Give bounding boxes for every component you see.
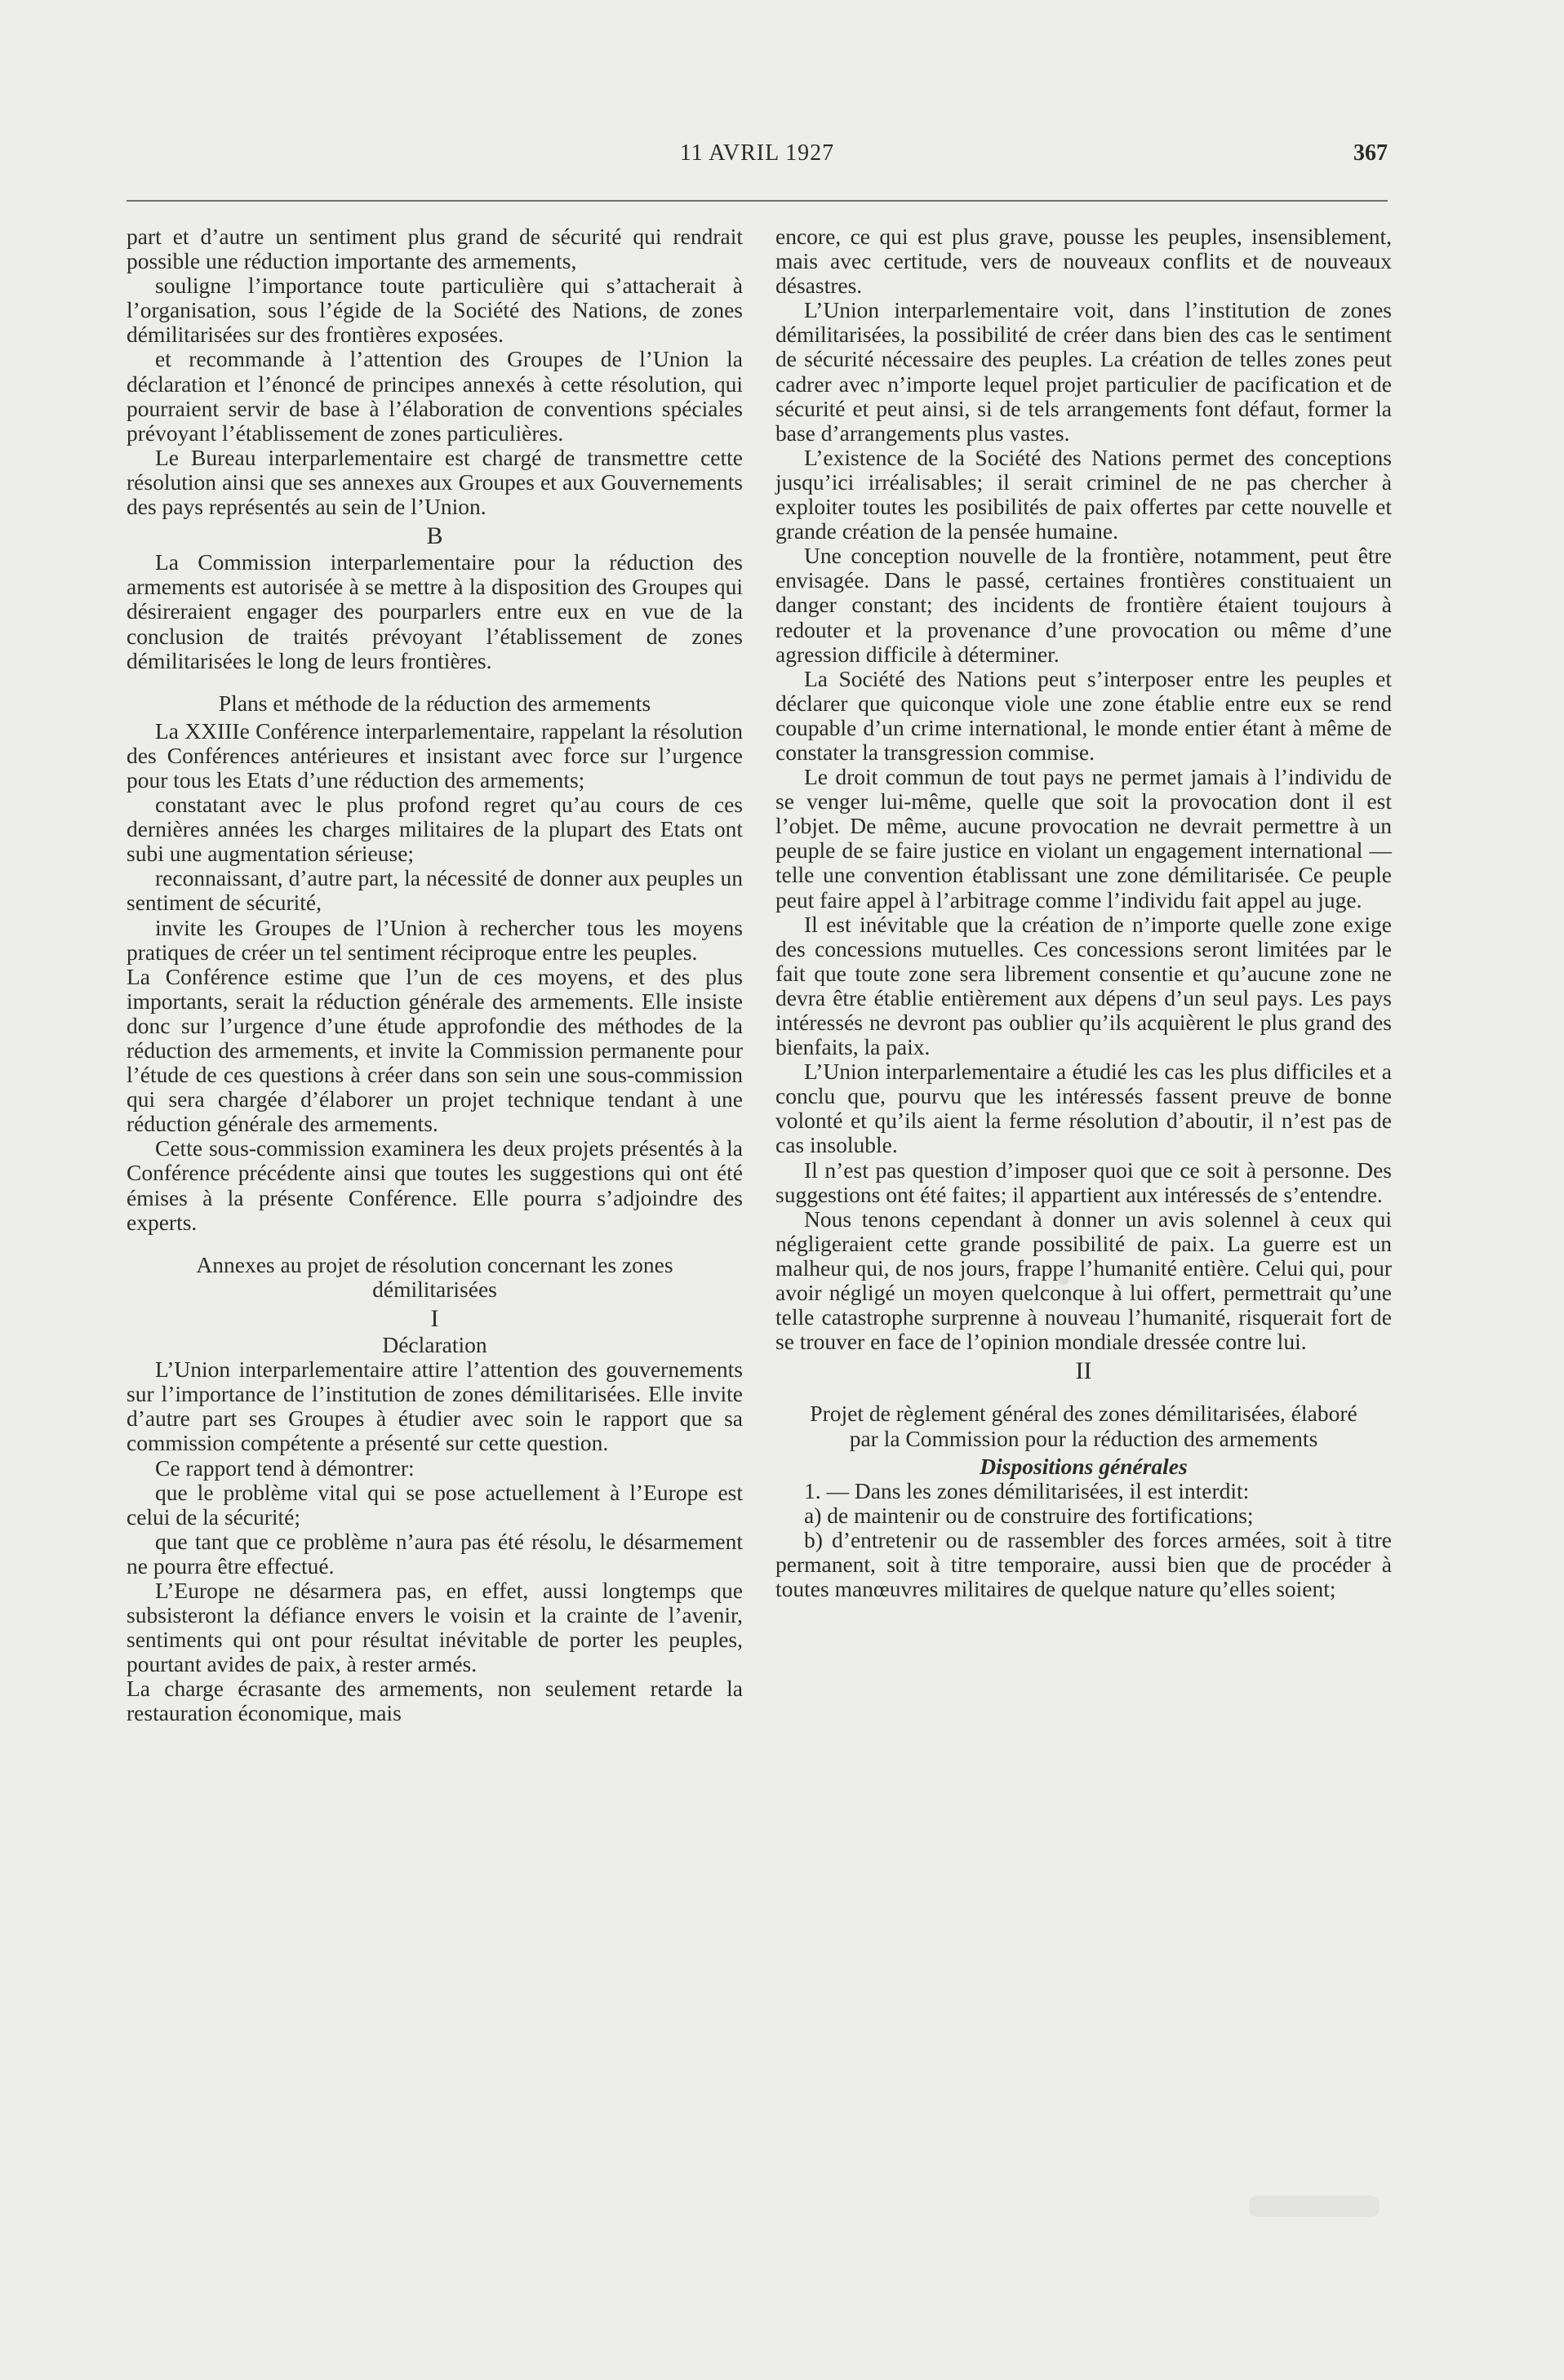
paragraph: constatant avec le plus profond regret qu’au cours de ces dernières années les charges militaires de la plupart des Etats ont subi une augmentation sérieuse; bbox=[127, 792, 743, 867]
section-numeral: I bbox=[430, 1304, 439, 1332]
paragraph: La Société des Nations peut s’interposer entre les peuples et déclarer que quiconque viole une zone établie entre eux se rend coupable d’un crime international, le monde entier étant à même de constater la transgression commise. bbox=[775, 665, 1392, 765]
paragraph: L’Union interparlementaire voit, dans l’institution de zones démilitarisées, la possibilité de créer dans bien des cas le sentiment de sécurité nécessaire des peuples. La création de telles zones peut cadrer avec n’importe lequel projet particulier de pacification et de sécurité et peut ainsi, si de tels arrangements font défaut, former la base d’arrangements plus vastes. bbox=[775, 297, 1392, 446]
paragraph: La charge écrasante des armements, non seulement retarde la restauration économique, mais bbox=[127, 1676, 743, 1726]
paragraph: Cette sous-commission examinera les deux projets présentés à la Conférence précédente ainsi que toutes les suggestions qui ont été émises à la présente Conférence. Elle pourra s’adjoindre des experts. bbox=[127, 1135, 743, 1235]
paragraph: L’Union interparlementaire attire l’attention des gouvernements sur l’importance de l’institution de zones démilitarisées. Elle invite d’autre part ses Groupes à étudier avec soin le rapport que sa commission compétente a présenté sur cette question. bbox=[127, 1357, 743, 1456]
paragraph: L’Europe ne désarmera pas, en effet, aussi longtemps que subsisteront la défiance envers le voisin et la crainte de l’avenir, sentiments qui ont pour résultat inévitable de porter les peuples, pourtant avides de paix, à rester armés. bbox=[127, 1577, 743, 1677]
italic-subheading: Dispositions générales bbox=[980, 1453, 1188, 1479]
header-date: 11 AVRIL 1927 bbox=[679, 140, 835, 166]
faded-stamp bbox=[1249, 2196, 1380, 2217]
paragraph: part et d’autre un sentiment plus grand de sécurité qui rendrait possible une réduction importante des armements, bbox=[127, 224, 743, 274]
paragraph: que le problème vital qui se pose actuellement à l’Europe est celui de la sécurité; bbox=[127, 1479, 743, 1530]
section-numeral: II bbox=[1075, 1357, 1092, 1385]
paragraph: b) d’entretenir ou de rassembler des forces armées, soit à titre permanent, soit à titre temporaire, aussi bien que de procéder à toutes manœuvres militaires de quelque nature qu’elles soient; bbox=[775, 1526, 1392, 1602]
paragraph: et recommande à l’attention des Groupes de l’Union la déclaration et l’énoncé de principes annexés à cette résolution, qui pourraient servir de base à l’élaboration de conventions spéciales prévoyant l’établissement de zones particulières. bbox=[127, 346, 743, 446]
paragraph: Il est inévitable que la création de n’importe quelle zone exige des concessions mutuelles. Ces concessions seront limitées par le fait que toute zone sera librement consentie et qu’aucune zone ne devra être établie entièrement aux dépens d’un seul pays. Les pays intéressés ne devront pas oublier qu’ils acquièrent le plus grand des bienfaits, la paix. bbox=[775, 911, 1392, 1060]
section-heading: Projet de règlement général des zones démilitarisées, élaboré par la Commission pour la réduction des armements bbox=[810, 1401, 1357, 1451]
paragraph: a) de maintenir ou de construire des fortifications; bbox=[804, 1502, 1254, 1528]
section-heading: Annexes au projet de résolution concernant les zones démilitarisées bbox=[196, 1251, 673, 1302]
left-column bbox=[127, 224, 743, 1726]
paragraph: que tant que ce problème n’aura pas été résolu, le désarmement ne pourra être effectué. bbox=[127, 1528, 743, 1579]
paragraph: La XXIIIe Conférence interparlementaire, rappelant la résolution des Conférences antérieures et insistant avec force sur l’urgence pour tous les Etats d’une réduction des armements; bbox=[127, 717, 743, 793]
paragraph: Une conception nouvelle de la frontière, notamment, peut être envisagée. Dans le passé, certaines frontières constituaient un danger constant; des incidents de frontière étaient toujours à redouter et la provenance d’une provocation ou même d’une agression difficile à déterminer. bbox=[775, 543, 1392, 667]
paragraph: La Commission interparlementaire pour la réduction des armements est autorisée à se mettre à la disposition des Groupes qui désireraient engager des pourparlers entre eux en vue de la conclusion de traités prévoyant l’établissement de zones démilitarisées le long de leurs frontières. bbox=[127, 549, 743, 673]
paragraph: encore, ce qui est plus grave, pousse les peuples, insensiblement, mais avec certitude, vers de nouveaux conflits et de nouveaux désastres. bbox=[775, 224, 1392, 299]
page-number: 367 bbox=[1353, 140, 1388, 166]
section-numeral: B bbox=[426, 522, 443, 550]
paper-speck bbox=[1058, 1273, 1069, 1285]
paragraph: Nous tenons cependant à donner un avis solennel à ceux qui négligeraient cette grande possibilité de paix. La guerre est un malheur qui, de nos jours, frappe l’humanité entière. Celui qui, pour avoir négligé un moyen quelconque à lui offert, permettrait qu’une telle catastrophe surprenne à nouveau l’humanité, risquerait fort de se trouver en face de l’opinion mondiale dressée contre lui. bbox=[775, 1206, 1392, 1355]
paragraph: La Conférence estime que l’un de ces moyens, et des plus importants, serait la réduction générale des armements. Elle insiste donc sur l’urgence d’une étude approfondie des méthodes de la réduction des armements, et invite la Commission permanente pour l’étude de ces questions à créer dans son sein une sous-commission qui sera chargée d’élaborer un projet technique tendant à une réduction générale des armements. bbox=[127, 963, 743, 1137]
paragraph: L’existence de la Société des Nations permet des conceptions jusqu’ici irréalisables; il serait criminel de ne pas chercher à exploiter toutes les posibilités de paix offertes par cette nouvelle et grande création de la pensée humaine. bbox=[775, 444, 1392, 544]
running-header bbox=[127, 140, 1388, 173]
paragraph: reconnaissant, d’autre part, la nécessité de donner aux peuples un sentiment de sécurité, bbox=[127, 865, 743, 916]
right-column bbox=[775, 224, 1392, 1601]
paragraph: Le droit commun de tout pays ne permet jamais à l’individu de se venger lui-même, quelle que soit la provocation dont il est l’objet. De même, aucune provocation ne devrait permettre à un peuple de se faire justice en violant un engagement international — telle une convention établissant une zone démilitarisée. Ce peuple peut faire appel à l’arbitrage comme l’individu fait appel au juge. bbox=[775, 764, 1392, 912]
paragraph: 1. — Dans les zones démilitarisées, il est interdit: bbox=[804, 1477, 1250, 1503]
paragraph: invite les Groupes de l’Union à rechercher tous les moyens pratiques de créer un tel sentiment réciproque entre les peuples. bbox=[127, 914, 743, 965]
paragraph: Il n’est pas question d’imposer quoi que ce soit à personne. Des suggestions ont été faites; il appartient aux intéressés de s’entendre. bbox=[775, 1157, 1392, 1207]
header-rule bbox=[127, 200, 1388, 202]
paragraph: souligne l’importance toute particulière qui s’attacherait à l’organisation, sous l’égide de la Société des Nations, de zones démilitarisées sur des frontières exposées. bbox=[127, 273, 743, 348]
subheading: Déclaration bbox=[382, 1332, 487, 1358]
paragraph: L’Union interparlementaire a étudié les cas les plus difficiles et a conclu que, pourvu que les intéressés fassent preuve de bonne volonté et qu’ils aient la ferme résolution d’aboutir, il n’est pas de cas insoluble. bbox=[775, 1059, 1392, 1158]
section-heading: Plans et méthode de la réduction des armements bbox=[218, 690, 651, 716]
paragraph: Ce rapport tend à démontrer: bbox=[155, 1454, 415, 1481]
paragraph: Le Bureau interparlementaire est chargé de transmettre cette résolution ainsi que ses annexes aux Groupes et aux Gouvernements des pays représentés au sein de l’Union. bbox=[127, 444, 743, 520]
